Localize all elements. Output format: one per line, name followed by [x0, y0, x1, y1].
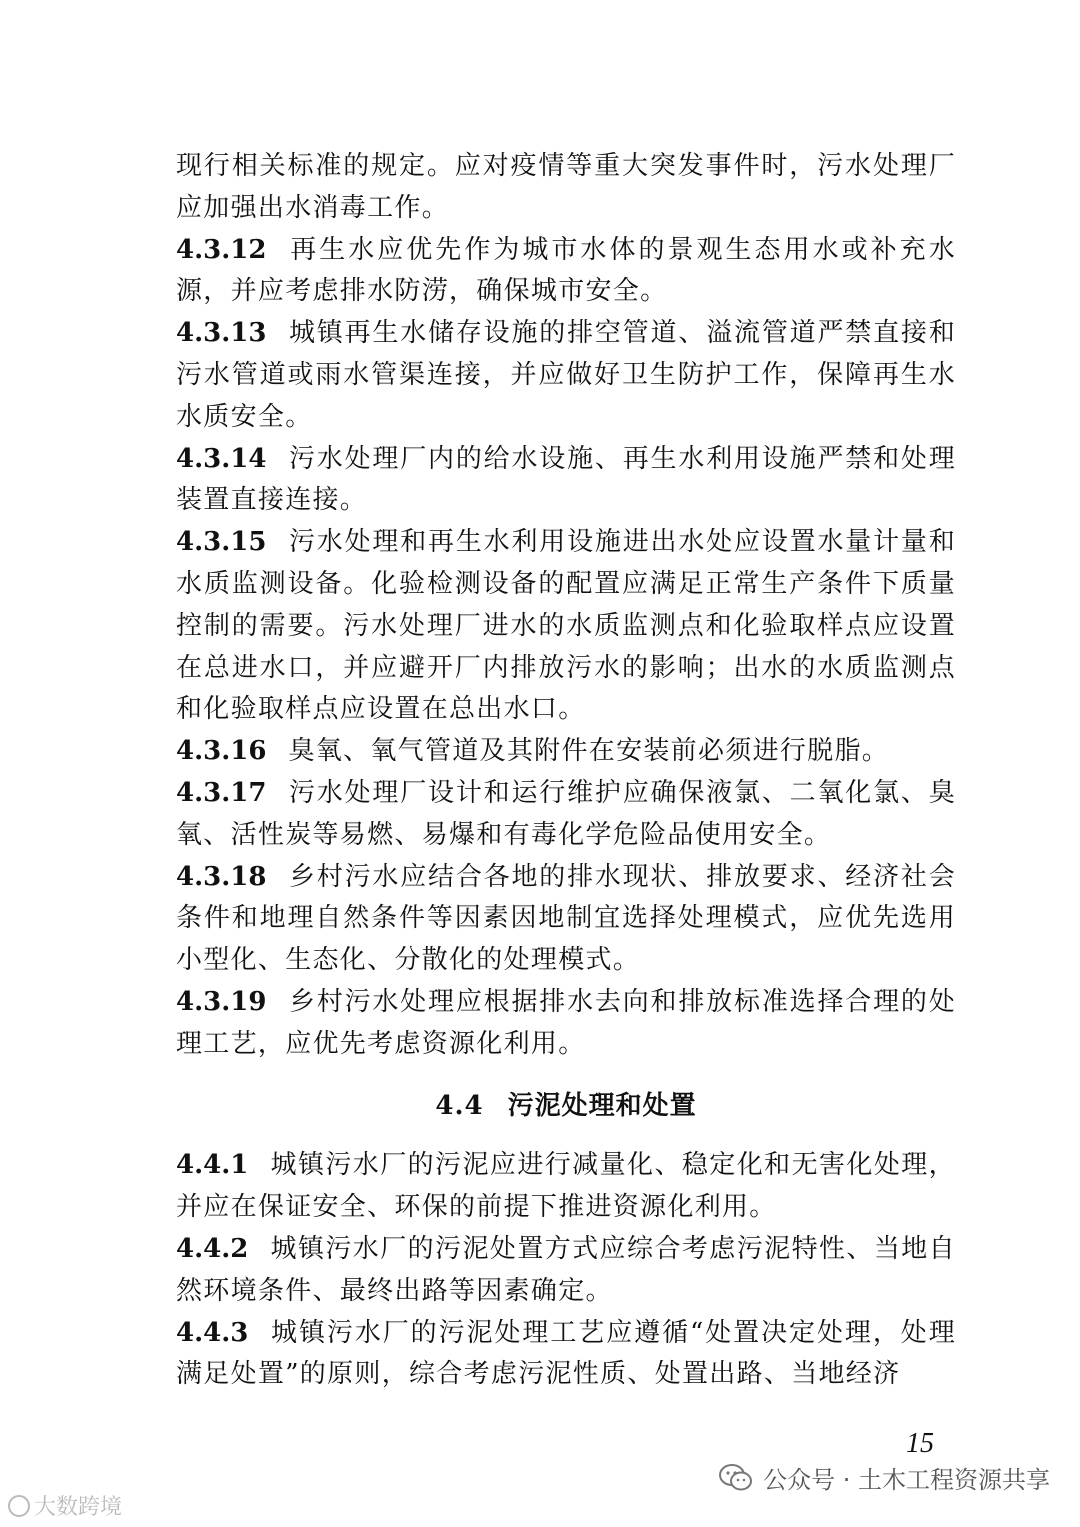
- paragraph-text: 污水处理厂设计和运行维护应确保液氯、二氧化氯、臭氧、活性炭等易燃、易爆和有毒化学危险品使用安全。: [176, 777, 956, 850]
- paragraph-continuation: [176, 146, 956, 230]
- corner-watermark: [8, 1490, 122, 1521]
- clause-4-3-15: [176, 522, 956, 731]
- section-number: 4.4: [435, 1090, 484, 1121]
- clause-4-3-16: [176, 731, 956, 773]
- clause-4-4-3: [176, 1313, 956, 1397]
- clause-number: 4.3.14: [176, 443, 267, 474]
- clause-4-3-14: [176, 439, 956, 523]
- clause-number: 4.4.1: [176, 1150, 249, 1181]
- page-number: 15: [906, 1428, 934, 1459]
- wechat-watermark: [719, 1460, 1050, 1495]
- clause-number: 4.3.18: [176, 861, 267, 892]
- document-body: [176, 146, 956, 1396]
- wechat-icon: [719, 1464, 753, 1492]
- paragraph-text: 污水处理厂内的给水设施、再生水利用设施严禁和处理装置直接连接。: [176, 443, 956, 516]
- paragraph-text: 城镇污水厂的污泥应进行减量化、稳定化和无害化处理，并应在保证安全、环保的前提下推进资源化利用。: [176, 1150, 956, 1223]
- clause-4-3-19: [176, 982, 956, 1066]
- clause-4-3-17: [176, 773, 956, 857]
- clause-number: 4.3.12: [176, 234, 267, 265]
- clause-number: 4.3.17: [176, 777, 267, 808]
- paragraph-text: 乡村污水应结合各地的排水现状、排放要求、经济社会条件和地理自然条件等因素因地制宜选择处理模式，应优先选用小型化、生态化、分散化的处理模式。: [176, 861, 956, 976]
- paragraph-text: 污水处理和再生水利用设施进出水处应设置水量计量和水质监测设备。化验检测设备的配置应满足正常生产条件下质量控制的需要。污水处理厂进水的水质监测点和化验取样点应设置在总进水口，并应避开厂内排放污水的影响；出水的水质监测点和化验取样点应设置在总出水口。: [176, 527, 956, 725]
- clause-4-4-1: [176, 1145, 956, 1229]
- ring-logo-icon: [8, 1495, 30, 1517]
- paragraph-text: 臭氧、氧气管道及其附件在安装前必须进行脱脂。: [288, 736, 890, 767]
- paragraph-text: 再生水应优先作为城市水体的景观生态用水或补充水源，并应考虑排水防涝，确保城市安全。: [176, 234, 956, 307]
- clause-number: 4.4.3: [176, 1317, 249, 1348]
- clause-number: 4.3.15: [176, 527, 267, 558]
- paragraphs-bottom: [176, 1145, 956, 1396]
- clause-number: 4.4.2: [176, 1233, 249, 1264]
- clause-number: 4.3.13: [176, 318, 267, 349]
- paragraph-text: 乡村污水处理应根据排水去向和排放标准选择合理的处理工艺，应优先考虑资源化利用。: [176, 986, 956, 1059]
- corner-watermark-text: 大数跨境: [34, 1495, 123, 1520]
- clause-4-4-2: [176, 1229, 956, 1313]
- clause-number: 4.3.16: [176, 736, 267, 767]
- watermark-text: 公众号 · 土木工程资源共享: [763, 1466, 1050, 1494]
- clause-4-3-13: [176, 313, 956, 438]
- paragraph-text: 现行相关标准的规定。应对疫情等重大突发事件时，污水处理厂应加强出水消毒工作。: [176, 151, 956, 223]
- paragraph-text: 城镇污水厂的污泥处置方式应综合考虑污泥特性、当地自然环境条件、最终出路等因素确定。: [176, 1233, 956, 1306]
- section-heading: [176, 1086, 956, 1128]
- paragraph-text: 城镇再生水储存设施的排空管道、溢流管道严禁直接和污水管道或雨水管渠连接，并应做好卫生防护工作，保障再生水水质安全。: [176, 318, 956, 432]
- section-title: 污泥处理和处置: [507, 1090, 697, 1121]
- paragraph-text: 城镇污水厂的污泥处理工艺应遵循“处置决定处理，处理满足处置”的原则，综合考虑污泥性质、处置出路、当地经济: [176, 1317, 956, 1390]
- paragraphs-top: [176, 146, 956, 1066]
- clause-4-3-12: [176, 230, 956, 314]
- clause-4-3-18: [176, 857, 956, 982]
- clause-number: 4.3.19: [176, 986, 267, 1017]
